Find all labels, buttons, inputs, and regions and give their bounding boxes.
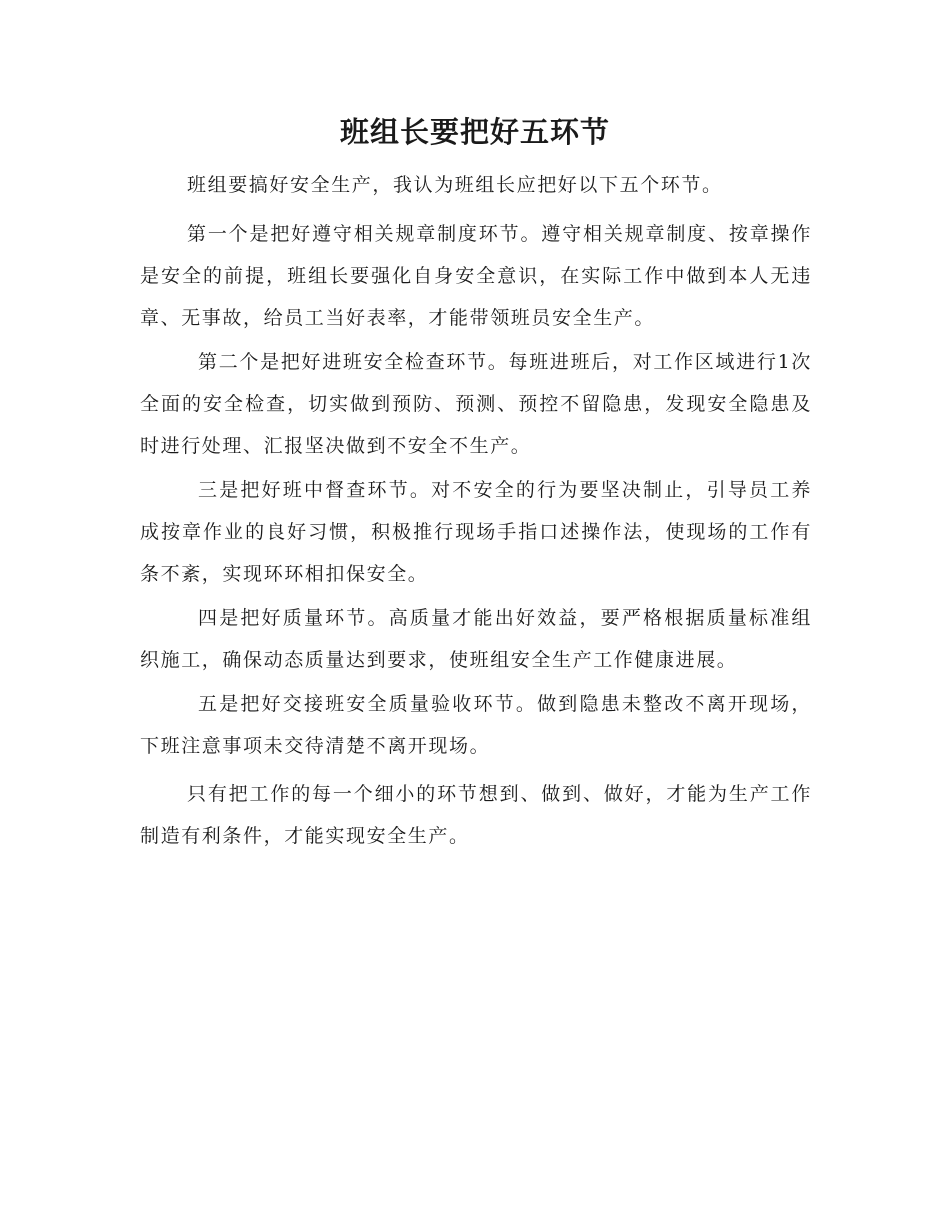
intro-paragraph: 班组要搞好安全生产，我认为班组长应把好以下五个环节。 <box>187 174 723 196</box>
document-title: 班组长要把好五环节 <box>339 115 610 149</box>
paragraph-quality: 四是把好质量环节。高质量才能出好效益，要严格根据质量标准组织施工，确保动态质量达到要求，使班组安全生产工作健康进展。 <box>140 607 812 671</box>
paragraph-rules-compliance: 第一个是把好遵守相关规章制度环节。遵守相关规章制度、按章操作是安全的前提，班组长要强化自身安全意识，在实际工作中做到本人无违章、无事故，给员工当好表率，才能带领班员安全生产。 <box>140 223 812 329</box>
paragraph-supervision: 三是把好班中督查环节。对不安全的行为要坚决制止，引导员工养成按章作业的良好习惯，积极推行现场手指口述操作法，使现场的工作有条不紊，实现环环相扣保安全。 <box>140 479 812 585</box>
conclusion-paragraph: 只有把工作的每一个细小的环节想到、做到、做好，才能为生产工作制造有利条件，才能实现安全生产。 <box>140 783 812 847</box>
paragraph-shift-handover: 五是把好交接班安全质量验收环节。做到隐患未整改不离开现场，下班注意事项未交待清楚不离开现场。 <box>140 693 812 757</box>
paragraph-safety-inspection: 第二个是把好进班安全检查环节。每班进班后，对工作区域进行1次全面的安全检查，切实做到预防、预测、预控不留隐患，发现安全隐患及时进行处理、汇报坚决做到不安全不生产。 <box>140 351 812 457</box>
